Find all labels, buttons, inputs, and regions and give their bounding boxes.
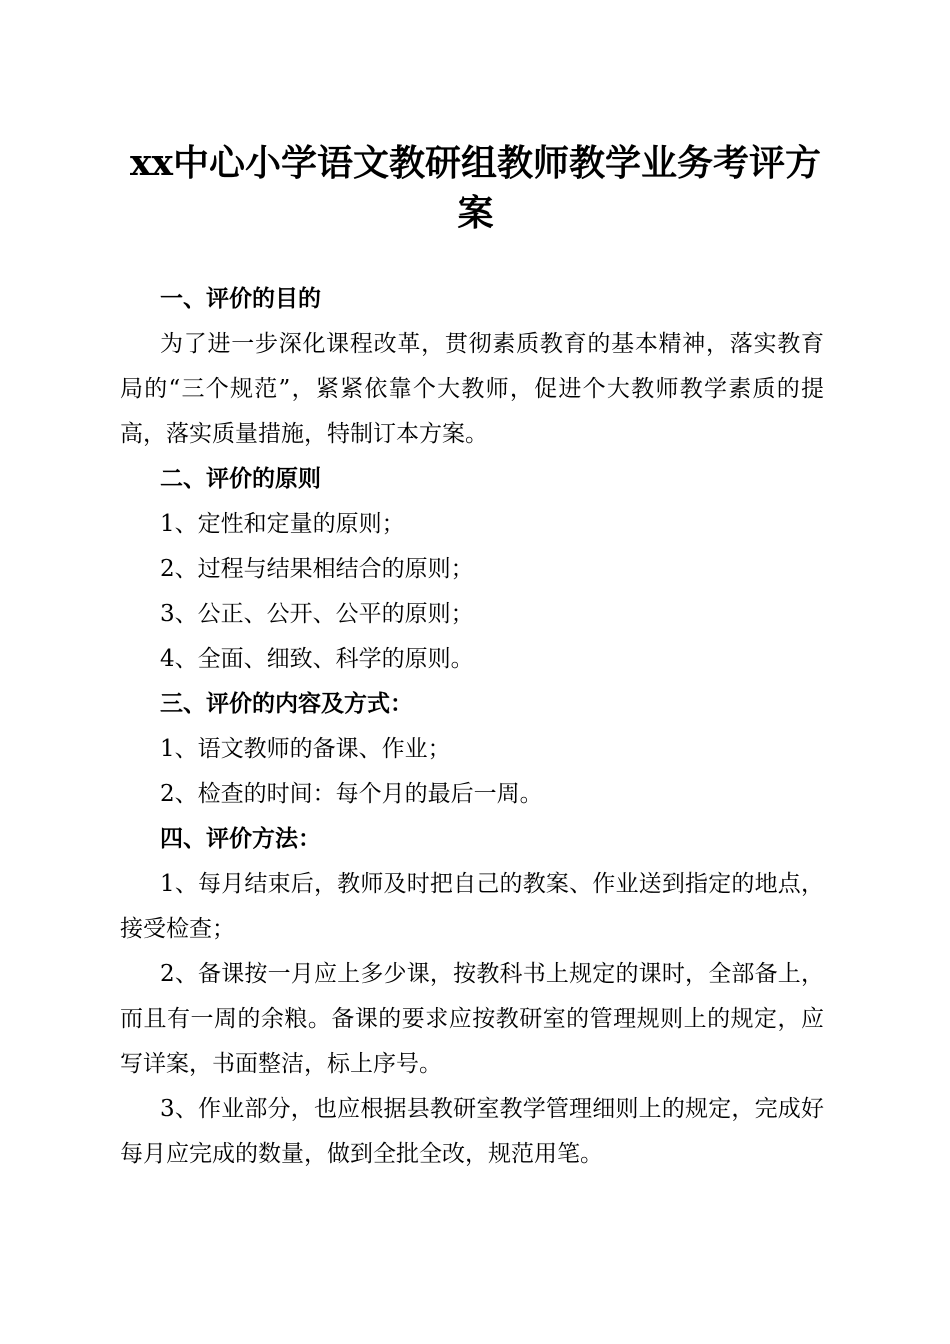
list-item-content-2: 2、检查的时间：每个月的最后一周。: [160, 781, 543, 807]
paragraph-purpose: 为了进一步深化课程改革，贯彻素质教育的基本精神，落实教育局的“三个规范”，紧紧依靠个大教师，促进个大教师教学素质的提高，落实质量措施，特制订本方案。: [120, 331, 824, 447]
document-body: [120, 277, 824, 1177]
list-item-principle-3: 3、公正、公开、公平的原则；: [160, 601, 474, 627]
section-heading-method: 四、评价方法：: [160, 826, 321, 852]
list-item-principle-4: 4、全面、细致、科学的原则。: [160, 646, 474, 672]
document-title: xx中心小学语文教研组教师教学业务考评方案: [130, 142, 821, 234]
section-heading-content: 三、评价的内容及方式：: [160, 691, 413, 717]
list-item-content-1: 1、语文教师的备课、作业；: [160, 736, 451, 762]
list-item-principle-2: 2、过程与结果相结合的原则；: [160, 556, 474, 582]
list-item-method-1: 1、每月结束后，教师及时把自己的教案、作业送到指定的地点，接受检查；: [120, 871, 824, 942]
list-item-method-3: 3、作业部分，也应根据县教研室教学管理细则上的规定，完成好每月应完成的数量，做到全批全改，规范用笔。: [120, 1096, 824, 1167]
list-item-principle-1: 1、定性和定量的原则；: [160, 511, 405, 537]
section-heading-principles: 二、评价的原则: [160, 466, 321, 492]
list-item-method-2: 2、备课按一月应上多少课，按教科书上规定的课时，全部备上，而且有一周的余粮。备课的要求应按教研室的管理规则上的规定，应写详案，书面整洁，标上序号。: [120, 961, 824, 1077]
section-heading-purpose: 一、评价的目的: [160, 286, 321, 312]
